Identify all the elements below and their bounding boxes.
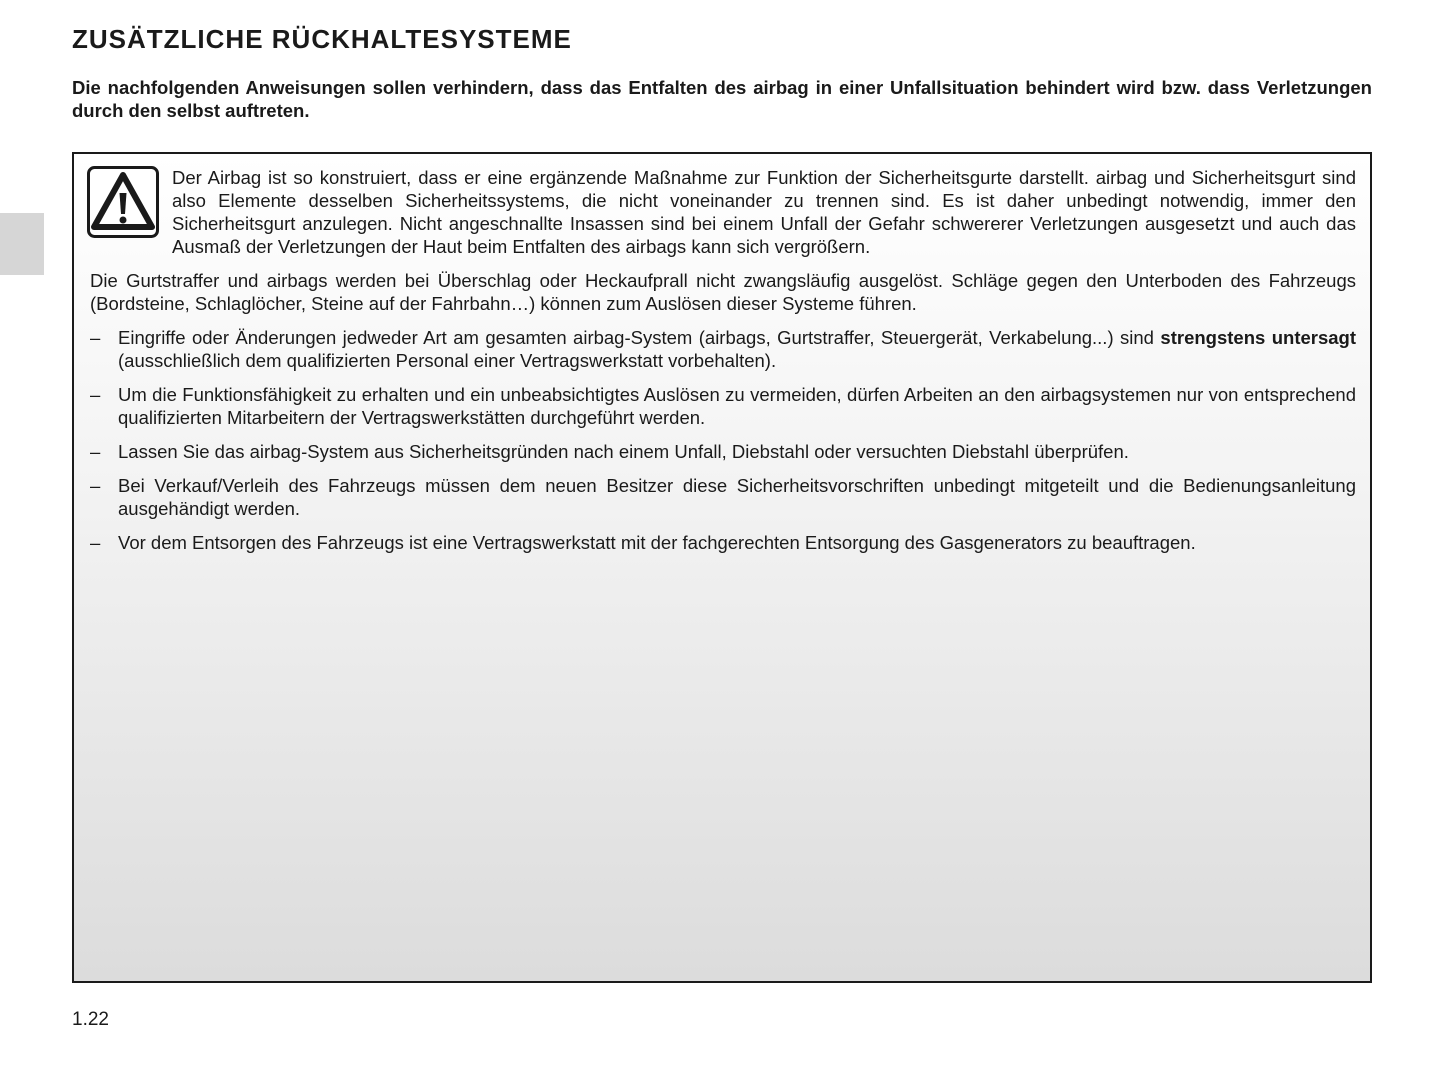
dash-marker: – <box>90 384 101 405</box>
list-item-text: (ausschließlich dem qualifizierten Personal einer Vertragswerkstatt vorbehalten). <box>118 350 777 371</box>
list-item <box>90 474 1356 520</box>
page-title: ZUSÄTZLICHE RÜCKHALTESYSTEME <box>72 24 572 54</box>
warning-list <box>90 326 1356 565</box>
list-item-text: Um die Funktionsfähigkeit zu erhalten und ein unbeabsichtigtes Auslösen zu vermeiden, dürfen Arbeiten an den airbagsystemen nur von entsprechend qualifizierten Mitarbeitern der Vertragswerkstätten durchgeführt werden. <box>118 384 1356 428</box>
dash-marker: – <box>90 532 101 553</box>
warning-paragraph-1: Der Airbag ist so konstruiert, dass er eine ergänzende Maßnahme zur Funktion der Sicherheitsgurte darstellt. airbag und Sicherheitsgurt sind also Elemente desselben Sicherheitssystems, die nicht voneinander zu trennen sind. Es ist daher unbedingt notwendig, immer den Sicherheitsgurt anzulegen. Nicht angeschnallte Insassen sind bei einem Unfall der Gefahr schwererer Verletzungen ausgesetzt und auch das Ausmaß der Verletzungen der Haut beim Entfalten des airbags kann sich vergrößern. <box>172 167 1356 257</box>
dash-marker: – <box>90 475 101 496</box>
list-item <box>90 383 1356 429</box>
list-item <box>90 326 1356 372</box>
warning-paragraph-2: Die Gurtstraffer und airbags werden bei Überschlag oder Heckaufprall nicht zwangsläufig ausgelöst. Schläge gegen den Unterboden des Fahrzeugs (Bordsteine, Schlaglöcher, Steine auf der Fahrbahn…) können zum Auslösen dieser Systeme führen. <box>90 270 1356 314</box>
dash-marker: – <box>90 441 101 462</box>
list-item <box>90 531 1356 554</box>
warning-triangle-icon <box>87 166 159 238</box>
list-item-text: Eingriffe oder Änderungen jedweder Art am gesamten airbag-System (airbags, Gurtstraffer, Steuergerät, Verkabelung...) sind <box>118 327 1161 348</box>
page-number: 1.22 <box>72 1009 109 1030</box>
list-item-text: Vor dem Entsorgen des Fahrzeugs ist eine Vertragswerkstatt mit der fachgerechten Entsorgung des Gasgenerators zu beauftragen. <box>118 532 1196 553</box>
list-item <box>90 440 1356 463</box>
list-item-text: Lassen Sie das airbag-System aus Sicherheitsgründen nach einem Unfall, Diebstahl oder versuchten Diebstahl überprüfen. <box>118 441 1129 462</box>
intro-paragraph: Die nachfolgenden Anweisungen sollen verhindern, dass das Entfalten des airbag in einer Unfallsituation behindert wird bzw. dass Verletzungen durch den selbst auftreten. <box>72 77 1372 121</box>
dash-marker: – <box>90 327 101 348</box>
list-item-emphasis: strengstens untersagt <box>1160 327 1357 348</box>
chapter-tab <box>0 213 44 275</box>
warning-box <box>72 152 1372 983</box>
list-item-text: Bei Verkauf/Verleih des Fahrzeugs müssen dem neuen Besitzer diese Sicherheitsvorschriften unbedingt mitgeteilt und die Bedienungsanleitung ausgehändigt werden. <box>118 475 1356 519</box>
